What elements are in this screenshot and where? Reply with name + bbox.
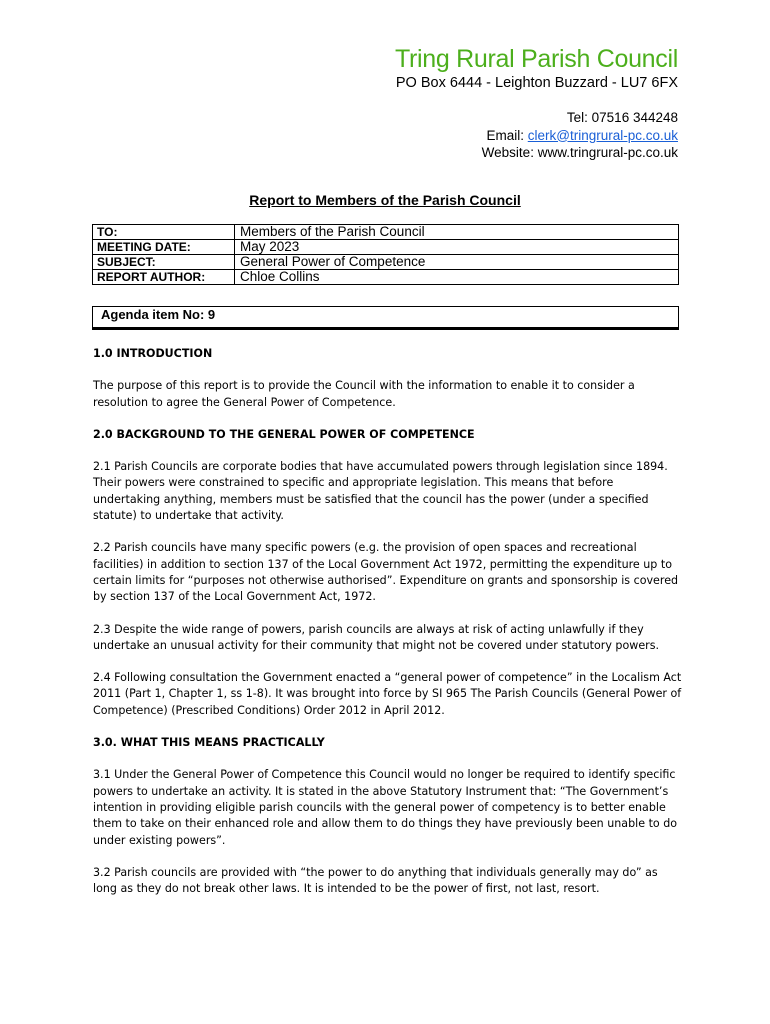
row-label-to: TO: — [93, 225, 235, 240]
report-title: Report to Members of the Parish Council — [249, 192, 521, 208]
tel-label: Tel: — [566, 110, 592, 125]
website-label: Website: — [481, 145, 538, 160]
paragraph-3-2: 3.2 Parish councils are provided with “the power to do anything that individuals generally may do” as long as they do not break other laws. It is intended to be the power of first, not last, resort. — [93, 865, 658, 896]
agenda-item-box: Agenda item No: 9 — [92, 306, 679, 328]
row-label-meeting-date: MEETING DATE: — [93, 240, 235, 255]
postal-address: PO Box 6444 - Leighton Buzzard - LU7 6FX — [395, 75, 678, 91]
paragraph-2-1: 2.1 Parish Councils are corporate bodies that have accumulated powers through legislation since 1894. Their powers were constrained to specific and appropriate legislation. This means that before undertaking anything, members must be satisfied that the council has the power (under a specified statute) to undertake that activity. — [93, 460, 668, 523]
email-line — [395, 127, 678, 145]
paragraph-introduction: The purpose of this report is to provide the Council with the information to enable it to consider a resolution to agree the General Power of Competence. — [93, 379, 635, 409]
paragraph-3-1: 3.1 Under the General Power of Competence this Council would no longer be required to identify specific powers to undertake an activity. It is stated in the above Statutory Instrument that: “The Government’s intention in providing eligible parish councils with the general power of competency is to better enable them to take on their enhanced role and allow them to do things they have previously been unable to do under existing powers”. — [93, 768, 678, 847]
paragraph-2-4: 2.4 Following consultation the Government enacted a “general power of competence” in the Localism Act 2011 (Part 1, Chapter 1, ss 1-8). It was brought into force by SI 965 The Parish Councils (General Power of Competence) (Prescribed Conditions) Order 2012 in April 2012. — [93, 671, 682, 717]
table-row — [93, 255, 679, 270]
council-name: Tring Rural Parish Council — [394, 45, 678, 73]
report-body — [93, 346, 683, 913]
website-url: www.tringrural-pc.co.uk — [537, 145, 678, 160]
email-link[interactable]: clerk@tringrural-pc.co.uk — [527, 127, 678, 143]
row-value-meeting-date: May 2023 — [235, 240, 679, 255]
section-heading-introduction: 1.0 INTRODUCTION — [93, 347, 213, 360]
website-line — [395, 144, 678, 162]
tel-number: 07516 344248 — [591, 110, 678, 125]
section-heading-background: 2.0 BACKGROUND TO THE GENERAL POWER OF COMPETENCE — [93, 427, 475, 441]
telephone-line — [395, 109, 678, 127]
section-heading-practical: 3.0. WHAT THIS MEANS PRACTICALLY — [93, 736, 325, 750]
row-value-subject: General Power of Competence — [235, 255, 679, 270]
table-row — [93, 225, 679, 240]
paragraph-2-2: 2.2 Parish councils have many specific powers (e.g. the provision of open spaces and recreational facilities) in addition to section 137 of the Local Government Act 1972, permitting the expenditure up to certain limits for “purposes not otherwise authorised”. Expenditure on grants and sponsorship is covered by section 137 of the Local Government Act, 1972. — [93, 541, 679, 604]
row-label-author: REPORT AUTHOR: — [93, 270, 235, 285]
report-details-table — [92, 224, 679, 285]
letterhead — [395, 44, 678, 162]
table-row — [93, 240, 679, 255]
paragraph-2-3: 2.3 Despite the wide range of powers, parish councils are always at risk of acting unlawfully if they undertake an unusual activity for their community that might not be covered under statutory powers. — [93, 622, 660, 652]
contact-block — [395, 109, 678, 162]
row-label-subject: SUBJECT: — [93, 255, 235, 270]
table-row — [93, 270, 679, 285]
email-label: Email: — [486, 127, 528, 143]
row-value-author: Chloe Collins — [235, 270, 679, 285]
row-value-to: Members of the Parish Council — [235, 225, 679, 240]
